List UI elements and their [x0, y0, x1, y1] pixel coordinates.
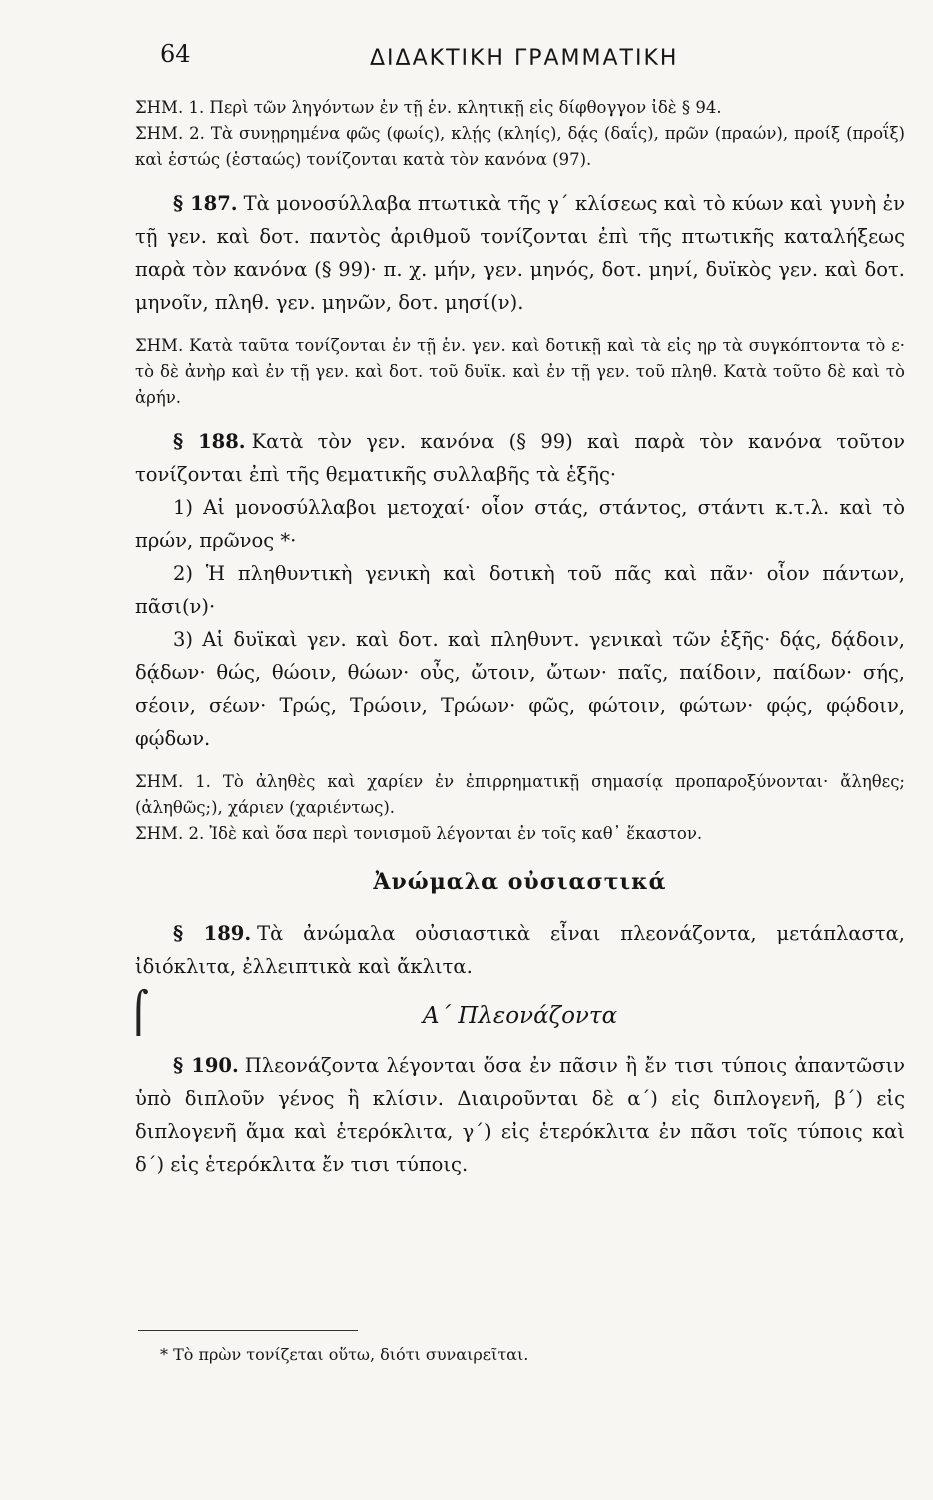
section-symbol-188: § 188.	[173, 430, 246, 453]
heading-anomala: Ἀνώμαλα οὐσιαστικά	[373, 869, 667, 895]
page-number: 64	[160, 40, 191, 68]
heading-pleonazonta: Α΄ Πλεονάζοντα	[422, 1003, 618, 1029]
section-text-188: Κατὰ τὸν γεν. κανόνα (§ 99) καὶ παρὰ τὸν κανόνα τοῦτον τονίζονται ἐπὶ τῆς θεματικῆς συλλαβῆς τὰ ἑξῆς·	[135, 430, 906, 486]
note-1: ΣΗΜ. 1. Περὶ τῶν ληγόντων ἐν τῇ ἑν. κλητικῇ εἰς δίφθογγον ἰδὲ § 94.	[135, 98, 722, 117]
section-symbol-189: § 189.	[173, 922, 252, 945]
section-text-190: Πλεονάζοντα λέγονται ὅσα ἐν πᾶσιν ἢ ἔν τισι τύποις ἀπαντῶσιν ὑπὸ διπλοῦν γένος ἢ κλίσιν. Διαιροῦνται δὲ α΄) εἰς διπλογενῆ, β΄) εἰς διπλογενῆ ἅμα καὶ ἑτερόκλιτα, γ΄) εἰς ἑτερόκλιτα ἐν πᾶσι τοῖς τύποις καὶ δ΄) εἰς ἑτερόκλιτα ἔν τισι τύποις.	[135, 1054, 905, 1176]
section-188	[135, 425, 905, 491]
section-text-189: Τὰ ἀνώμαλα οὐσιαστικὰ εἶναι πλεονάζοντα, μετάπλαστα, ἰδιόκλιτα, ἐλλειπτικὰ καὶ ἄκλιτα.	[135, 922, 906, 978]
list-item-188-1: 1) Αἱ μονοσύλλαβοι μετοχαί· οἷον στάς, στάντος, στάντι κ.τ.λ. καὶ τὸ πρών, πρῶνος *·	[135, 496, 905, 552]
section-190	[135, 1049, 905, 1181]
section-symbol-190: § 190.	[173, 1054, 239, 1077]
page-body	[135, 95, 905, 1181]
note-188-1: ΣΗΜ. 1. Τὸ ἀληθὲς καὶ χαρίεν ἐν ἐπιρρηματικῇ σημασίᾳ προπαροξύνονται· ἄληθες; (ἀληθῶς;), χάριεν (χαριέντως).	[135, 772, 905, 817]
section-189	[135, 917, 905, 983]
footnote: * Τὸ πρὼν τονίζεται οὕτω, διότι συναιρεῖται.	[160, 1345, 529, 1364]
footnote-rule	[138, 1330, 358, 1331]
margin-pencil-mark: ⌠	[128, 990, 149, 1036]
section-text-187: Τὰ μονοσύλλαβα πτωτικὰ τῆς γ΄ κλίσεως καὶ τὸ κύων καὶ γυνὴ ἐν τῇ γεν. καὶ δοτ. παντὸς ἀριθμοῦ τονίζονται ἐπὶ τῆς πτωτικῆς καταλήξεως παρὰ τὸν κανόνα (§ 99)· π. χ. μήν, γεν. μηνός, δοτ. μηνί, δυϊκὸς γεν. καὶ δοτ. μηνοῖν, πληθ. γεν. μηνῶν, δοτ. μησί(ν).	[135, 192, 905, 314]
running-title: ΔΙΔΑΚΤΙΚΗ ΓΡΑΜΜΑΤΙΚΗ	[370, 46, 679, 71]
list-item-188-2: 2) Ἡ πληθυντικὴ γενικὴ καὶ δοτικὴ τοῦ πᾶς καὶ πᾶν· οἷον πάντων, πᾶσι(ν)·	[135, 562, 905, 618]
note-2: ΣΗΜ. 2. Τὰ συνῃρημένα φῶς (φωίς), κλῄς (κληίς), δᾴς (δαΐς), πρῶν (πραών), προίξ (προΐξ) καὶ ἑστώς (ἑσταώς) τονίζονται κατὰ τὸν κανόνα (97).	[135, 124, 905, 169]
list-item-188-3: 3) Αἱ δυϊκαὶ γεν. καὶ δοτ. καὶ πληθυντ. γενικαὶ τῶν ἑξῆς· δᾴς, δᾴδοιν, δᾴδων· θώς, θώοιν, θώων· οὖς, ὤτοιν, ὤτων· παῖς, παίδοιν, παίδων· σής, σέοιν, σέων· Τρώς, Τρώοιν, Τρώων· φῶς, φώτοιν, φώτων· φῴς, φῴδοιν, φῴδων.	[135, 628, 905, 750]
note-187: ΣΗΜ. Κατὰ ταῦτα τονίζονται ἐν τῇ ἑν. γεν. καὶ δοτικῇ καὶ τὰ εἰς ηρ τὰ συγκόπτοντα τὸ ε· τὸ δὲ ἀνὴρ καὶ ἐν τῇ γεν. καὶ δοτ. τοῦ δυϊκ. καὶ ἐν τῇ γεν. τοῦ πληθ. Κατὰ τοῦτο δὲ καὶ τὸ ἀρήν.	[135, 336, 905, 407]
note-188-2: ΣΗΜ. 2. Ἰδὲ καὶ ὅσα περὶ τονισμοῦ λέγονται ἐν τοῖς καθ᾽ ἕκαστον.	[135, 824, 703, 843]
section-symbol-187: § 187.	[173, 192, 238, 215]
running-header	[160, 40, 873, 80]
section-187	[135, 187, 905, 319]
